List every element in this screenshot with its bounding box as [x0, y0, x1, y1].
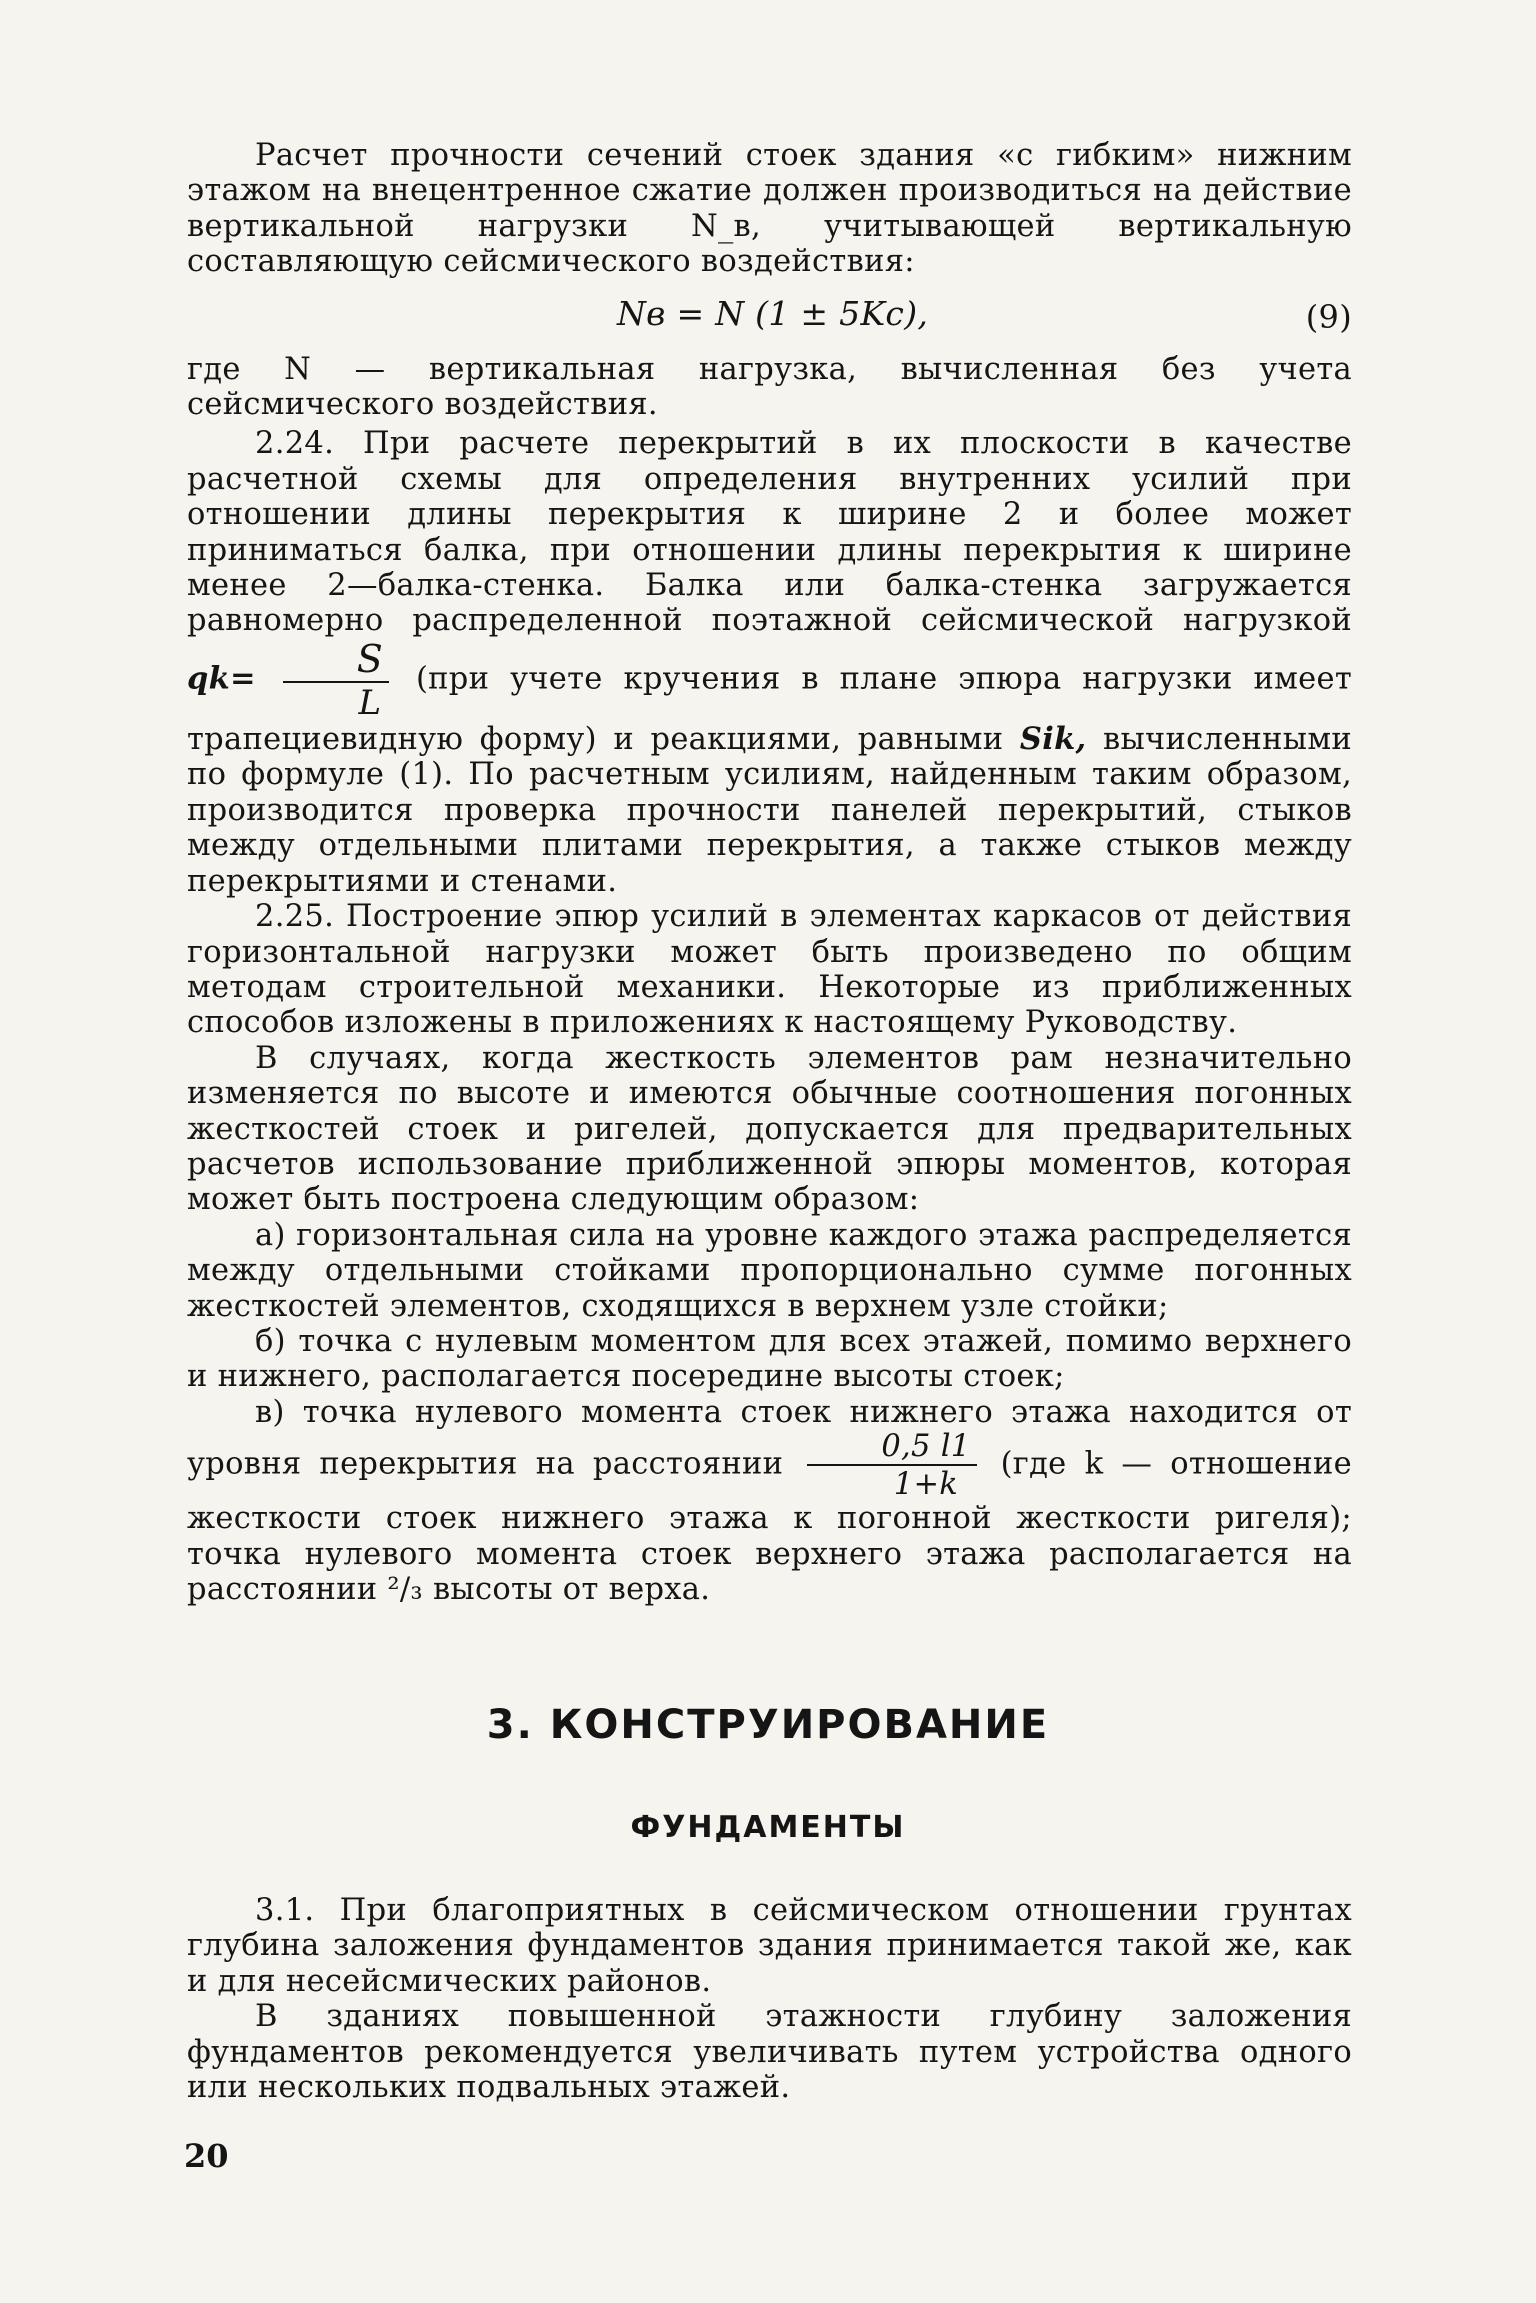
subsection-title: ФУНДАМЕНТЫ [630, 1810, 906, 1845]
formula-explanation: где N — вертикальная нагрузка, вычисленная без учета сейсмического воздействия. [187, 351, 1352, 423]
s-symbol: Sik, [1019, 721, 1087, 758]
paragraph-3-1: 3.1. При благоприятных в сейсмическом отношении грунтах глубина заложения фундаментов здания принимается такой же, как и для несейсмических районов. [187, 1893, 1352, 1999]
fraction-s-over-l: $\frac{S}{L}$ [283, 639, 389, 722]
paragraph-cases: В случаях, когда жесткость элементов рам незначительно изменяется по высоте и имеются обычные соотношения погонных жесткостей стоек и ригелей, допускается для предварительных расчетов использование приближенной эпюры моментов, которая может быть построена следующим образом: [187, 1040, 1352, 1218]
formula-line [187, 286, 1352, 350]
paragraph-2-24: 2.24. При расчете перекрытий в их плоскости в качестве расчетной схемы для определения внутренних усилий при отношении длины перекрытия к ширине 2 и более может приниматься балка, при отношении длины перекрытия к ширине менее 2—балка-стенка. Балка или балка-стенка загружается равномерно распределенной поэтажной сейсмической нагрузкой qk= $\frac{S}{L}$ (при учете кручения в плане эпюра нагрузки имеет трапециевидную форму) и реакциями, равными Sik, вычисленными по формуле (1). По расчетным усилиям, найденным таким образом, производится проверка прочности панелей перекрытий, стыков между отдельными плитами перекрытия, а также стыков между перекрытиями и стенами. [187, 426, 1353, 899]
list-item-v: в) точка нулевого момента стоек нижнего этажа находится от уровня перекрытия на расстоянии $\frac{0,5 l1}{1+k}$ (где k — отношение жесткости стоек нижнего этажа к погонной жесткости ригеля); точка нулевого момента стоек верхнего этажа располагается на расстоянии ²/₃ высоты от верха. [187, 1394, 1353, 1608]
fraction-zero-moment: $\frac{0,5 l1}{1+k}$ [807, 1430, 976, 1501]
main-text [187, 138, 1352, 1608]
page-number: 20 [184, 2137, 229, 2175]
formula-number: (9) [1305, 297, 1352, 336]
foundations-text [187, 1893, 1352, 2105]
list-item-a: а) горизонтальная сила на уровне каждого этажа распределяется между отдельными стойками пропорционально сумме погонных жесткостей элементов, сходящихся в верхнем узле стойки; [187, 1217, 1352, 1324]
paragraph-2-25: 2.25. Построение эпюр усилий в элементах каркасов от действия горизонтальной нагрузки может быть произведено по общим методам строительной механики. Некоторые из приближенных способов изложены в приложениях к настоящему Руководству. [187, 899, 1352, 1041]
formula-9: Nв = N (1 ± 5Kс), [617, 293, 929, 333]
section-title: 3. КОНСТРУИРОВАНИЕ [486, 1702, 1050, 1748]
paragraph-stoek: Расчет прочности сечений стоек здания «с гибким» нижним этажом на внецентренное сжатие должен производиться на действие вертикальной нагрузки N_в, учитывающей вертикальную составляющую сейсмического воздействия: [187, 138, 1352, 280]
list-item-b: б) точка с нулевым моментом для всех этажей, помимо верхнего и нижнего, располагается посередине высоты стоек; [187, 1323, 1352, 1395]
paragraph-buildings: В зданиях повышенной этажности глубину заложения фундаментов рекомендуется увеличивать путем устройства одного или нескольких подвальных этажей. [187, 1999, 1352, 2106]
q-symbol: qk= [187, 660, 256, 697]
